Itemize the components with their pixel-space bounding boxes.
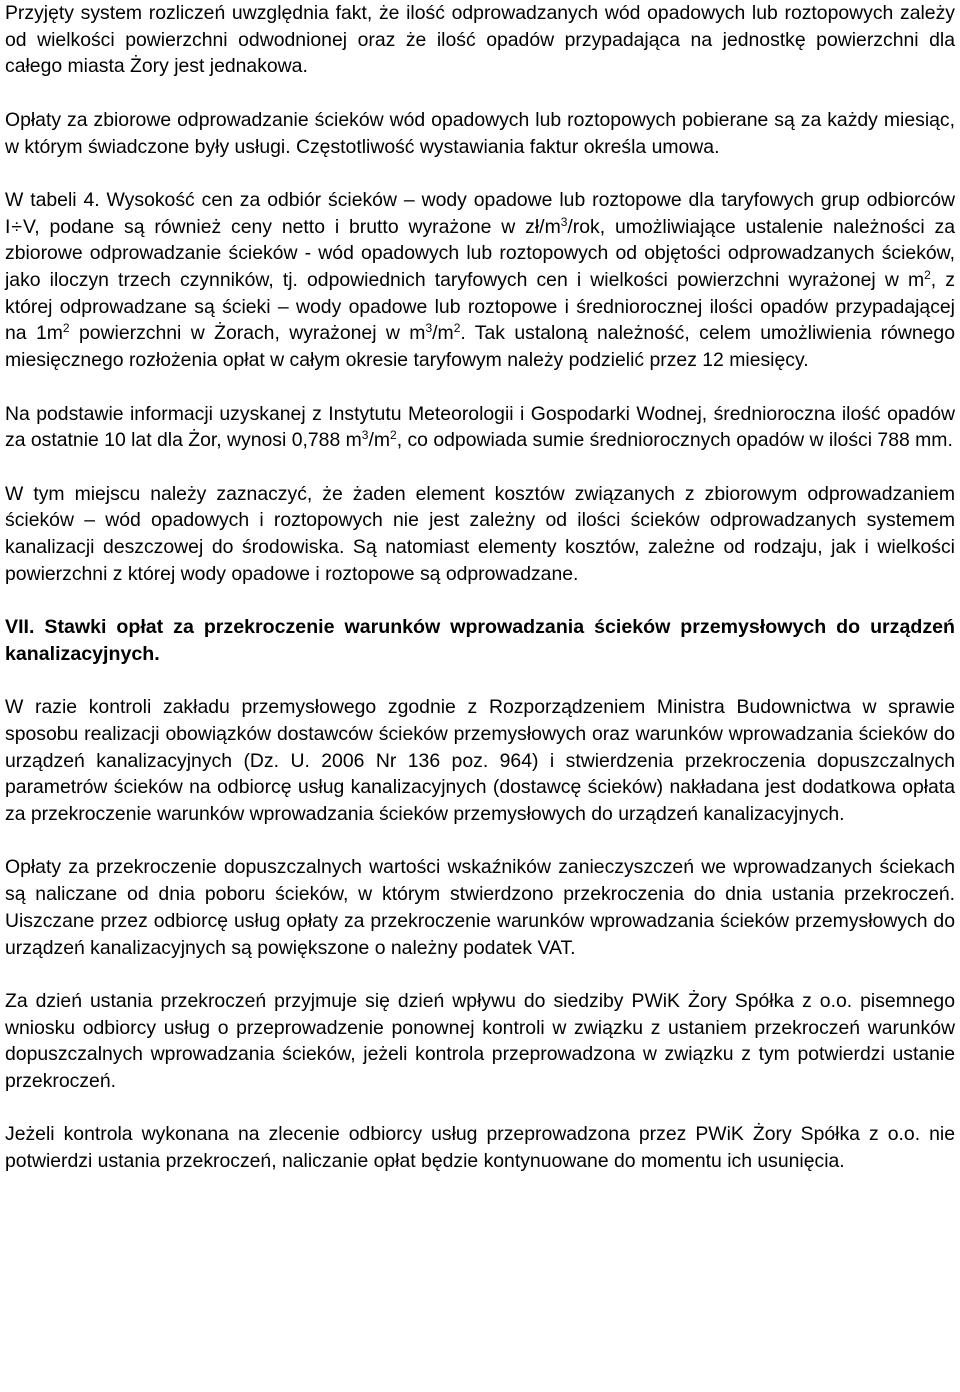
paragraph-continued-charges: Jeżeli kontrola wykonana na zlecenie odbiorcy usług przeprowadzona przez PWiK Żory Spółka z o.o. nie potwierdzi ustania przekroczeń, naliczanie opłat będzie kontynuowane do momentu ich usunięcia. [5,1123,955,1173]
text-segment: , z której odprowadzane są ścieki – wody opadowe lub roztopowe i średniorocznej ilości opadów przypadającej na 1m [5,269,955,345]
superscript: 2 [390,428,397,443]
text-segment: /rok, umożliwiające ustalenie należności za zbiorowe odprowadzanie ścieków - wód opadowych lub roztopowych od objętości odprowadzanych ścieków, jako iloczyn trzech czynników, tj. odpowiednich taryfowych cen i wielkości powierzchni wyrażonej w m [5,215,955,291]
text-segment: /m [368,429,391,452]
superscript: 3 [425,321,433,336]
paragraph-gap [5,587,955,614]
paragraph-inspection: W razie kontroli zakładu przemysłowego zgodnie z Rozporządzeniem Ministra Budownictwa w sprawie sposobu realizacji obowiązków dostawców ścieków przemysłowych oraz warunków wprowadzania ścieków do urządzeń kanalizacyjnych (Dz. U. 2006 Nr 136 poz. 964) i stwierdzenia przekroczenia dopuszczalnych parametrów ścieków na odbiorcę usług kanalizacyjnych (dostawcę ścieków) nakładana jest dodatkowa opłata za przekroczenie warunków wprowadzania ścieków przemysłowych do urządzeń kanalizacyjnych. [5,696,955,825]
text-segment: W tabeli 4. Wysokość cen za odbiór ścieków – wody opadowe lub roztopowe dla taryfowych grup odbiorców I [5,188,955,238]
paragraph-gap [5,160,955,187]
paragraph-gap [5,668,955,695]
superscript: 3 [361,428,369,443]
paragraph-gap [5,454,955,481]
paragraph-gap [5,961,955,988]
text-segment: Na podstawie informacji uzyskanej z Instytutu Meteorologii i Gospodarki Wodnej, średnioroczna ilość opadów za ostatnie 10 lat dla Żor, wynosi 0,788 m [5,402,955,452]
section-number: VII. [5,616,35,639]
paragraph-exceedance-fees: Opłaty za przekroczenie dopuszczalnych wartości wskaźników zanieczyszczeń we wprowadzanych ściekach są naliczane od dnia poboru ścieków, w którym stwierdzono przekroczenia do dnia ustania przekroczeń. Uiszczane przez odbiorcę usług opłaty za przekroczenie warunków wprowadzania ścieków przemysłowych do urządzeń kanalizacyjnych są powiększone o należny podatek VAT. [5,856,955,959]
paragraph-average-rainfall [5,401,955,454]
superscript: 2 [62,321,70,336]
paragraph-cost-elements: W tym miejscu należy zaznaczyć, że żaden element kosztów związanych z zbiorowym odprowadzaniem ścieków – wód opadowych i roztopowych nie jest zależny od ilości ścieków odprowadzanych systemem kanalizacji deszczowej do środowiska. Są natomiast elementy kosztów, zależne od rodzaju, jak i wielkości powierzchni z której wody opadowe i roztopowe są odprowadzane. [5,482,955,585]
superscript: 3 [560,214,568,229]
division-sign: ÷ [11,215,23,238]
text-segment: /m [432,322,454,345]
paragraph-monthly-fees: Opłaty za zbiorowe odprowadzanie ścieków wód opadowych lub roztopowych pobierane są za każdy miesiąc, w którym świadczone były usługi. Częstotliwość wystawiania faktur określa umowa. [5,108,955,158]
text-segment: powierzchni w Żorach, wyrażonej w m [69,322,426,345]
paragraph-cessation-date: Za dzień ustania przekroczeń przyjmuje się dzień wpływu do siedziby PWiK Żory Spółka z o.o. pisemnego wniosku odbiorcy usług o przeprowadzenie ponownej kontroli w związku z ustaniem przekroczeń warunków dopuszczalnych wprowadzania ścieków, jeżeli kontrola przeprowadzona w związku z tym potwierdzi ustanie przekroczeń. [5,989,955,1092]
paragraph-gap [5,80,955,107]
superscript: 2 [924,268,931,282]
superscript: 2 [453,321,461,336]
paragraph-gap [5,374,955,401]
text-segment: , co odpowiada sumie średniorocznych opadów w ilości 788 mm. [396,429,953,452]
section-heading [5,614,955,667]
paragraph-uniform-rainfall: Przyjęty system rozliczeń uwzględnia fakt, że ilość odprowadzanych wód opadowych lub roztopowych zależy od wielkości powierzchni odwodnionej oraz że ilość opadów przypadająca na jednostkę powierzchni dla całego miasta Żory jest jednakowa. [5,2,955,78]
section-title: Stawki opłat za przekroczenie warunków wprowadzania ścieków przemysłowych do urządzeń kanalizacyjnych. [5,616,955,665]
paragraph-gap [5,828,955,855]
paragraph-table-4-prices [5,187,955,374]
paragraph-gap [5,1095,955,1122]
text-segment: . Tak ustaloną należność, celem umożliwienia równego miesięcznego rozłożenia opłat w całym okresie taryfowym należy podzielić przez 12 miesięcy. [5,322,955,372]
text-segment: V, podane są również ceny netto i brutto wyrażone w zł/m [23,215,561,238]
document-page [5,0,955,1175]
